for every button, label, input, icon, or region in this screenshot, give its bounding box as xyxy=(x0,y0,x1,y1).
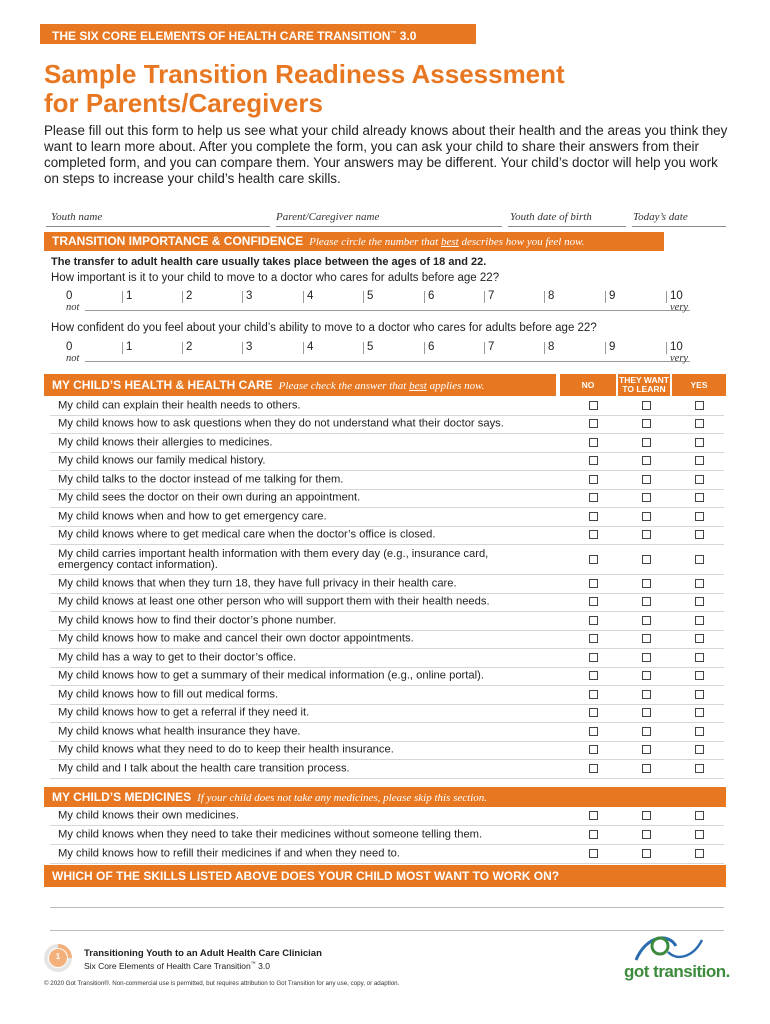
health-item-row-label: My child knows what they need to do to keep their health insurance. xyxy=(58,743,394,756)
no-checkbox[interactable] xyxy=(589,849,598,858)
yes-checkbox[interactable] xyxy=(695,708,704,717)
medicines-section-header xyxy=(44,787,726,807)
scale-8[interactable]: 8 xyxy=(548,341,555,353)
medicine-item-row-label: My child knows their own medicines. xyxy=(58,809,239,822)
want-to-learn-checkbox[interactable] xyxy=(642,597,651,606)
scale-low-label: not xyxy=(66,302,80,313)
scale-7[interactable]: 7 xyxy=(488,290,495,302)
no-checkbox[interactable] xyxy=(589,401,598,410)
want-to-learn-checkbox[interactable] xyxy=(642,530,651,539)
confidence-scale[interactable] xyxy=(60,339,724,369)
want-to-learn-checkbox[interactable] xyxy=(642,438,651,447)
health-item-row xyxy=(50,545,724,575)
scale-4[interactable]: 4 xyxy=(307,290,314,302)
health-item-row xyxy=(50,575,724,594)
health-section-header xyxy=(44,374,556,396)
parent-name-field[interactable] xyxy=(276,226,502,227)
health-item-row-label: My child knows their allergies to medicines. xyxy=(58,436,273,449)
no-checkbox[interactable] xyxy=(589,616,598,625)
yes-checkbox[interactable] xyxy=(695,438,704,447)
no-checkbox[interactable] xyxy=(589,811,598,820)
health-item-row xyxy=(50,416,724,435)
no-checkbox[interactable] xyxy=(589,530,598,539)
yes-checkbox[interactable] xyxy=(695,419,704,428)
title-line-1: Sample Transition Readiness Assessment xyxy=(44,59,565,89)
page-number: 1 xyxy=(55,952,61,961)
health-item-row-label: My child knows where to get medical care when the doctor’s office is closed. xyxy=(58,528,436,541)
want-to-learn-checkbox[interactable] xyxy=(642,849,651,858)
health-item-row xyxy=(50,612,724,631)
want-to-learn-checkbox[interactable] xyxy=(642,401,651,410)
yes-checkbox[interactable] xyxy=(695,811,704,820)
health-item-row-label: My child knows how to find their doctor’s phone number. xyxy=(58,614,337,627)
no-checkbox[interactable] xyxy=(589,690,598,699)
health-item-row-label: My child knows when and how to get emergency care. xyxy=(58,510,327,523)
col-no-header: NO xyxy=(560,374,616,396)
want-to-learn-checkbox[interactable] xyxy=(642,811,651,820)
no-checkbox[interactable] xyxy=(589,671,598,680)
page-title xyxy=(44,60,565,118)
scale-3[interactable]: 3 xyxy=(246,290,253,302)
health-item-row-label: My child knows at least one other person who will support them with their health needs. xyxy=(58,595,490,608)
health-item-row xyxy=(50,527,724,546)
yes-checkbox[interactable] xyxy=(695,671,704,680)
scale-6[interactable]: 6 xyxy=(428,341,435,353)
skills-section-header: WHICH OF THE SKILLS LISTED ABOVE DOES YOUR CHILD MOST WANT TO WORK ON? xyxy=(44,865,726,887)
health-item-row-label: My child can explain their health needs to others. xyxy=(58,399,301,412)
scale-5[interactable]: 5 xyxy=(367,290,374,302)
scale-6[interactable]: 6 xyxy=(428,290,435,302)
scale-2[interactable]: 2 xyxy=(186,341,193,353)
scale-4[interactable]: 4 xyxy=(307,341,314,353)
importance-title: TRANSITION IMPORTANCE & CONFIDENCE xyxy=(52,234,304,248)
transfer-statement: The transfer to adult health care usually takes place between the ages of 18 and 22. xyxy=(51,256,487,268)
youth-dob-label: Youth date of birth xyxy=(510,211,592,223)
scale-1[interactable]: 1 xyxy=(126,290,133,302)
want-to-learn-checkbox[interactable] xyxy=(642,493,651,502)
no-checkbox[interactable] xyxy=(589,456,598,465)
scale-0[interactable]: 0 xyxy=(66,341,73,353)
copyright-text: © 2020 Got Transition®. Non-commercial use is permitted, but requires attribution to Got Transition for any use, copy, or adaption. xyxy=(44,980,400,987)
yes-checkbox[interactable] xyxy=(695,616,704,625)
health-item-row xyxy=(50,631,724,650)
scale-3[interactable]: 3 xyxy=(246,341,253,353)
health-item-row-label: My child knows how to make and cancel their own doctor appointments. xyxy=(58,632,414,645)
want-to-learn-checkbox[interactable] xyxy=(642,830,651,839)
youth-name-field[interactable] xyxy=(46,226,270,227)
want-to-learn-checkbox[interactable] xyxy=(642,634,651,643)
scale-low-label: not xyxy=(66,353,80,364)
yes-checkbox[interactable] xyxy=(695,530,704,539)
health-item-row-label: My child knows that when they turn 18, they have full privacy in their health care. xyxy=(58,577,457,590)
no-checkbox[interactable] xyxy=(589,830,598,839)
scale-8[interactable]: 8 xyxy=(548,290,555,302)
confidence-question: How confident do you feel about your child’s ability to move to a doctor who cares for adults before age 22? xyxy=(51,322,597,334)
want-to-learn-checkbox[interactable] xyxy=(642,764,651,773)
yes-checkbox[interactable] xyxy=(695,830,704,839)
want-to-learn-checkbox[interactable] xyxy=(642,555,651,564)
banner-text: THE SIX CORE ELEMENTS OF HEALTH CARE TRANSITION xyxy=(52,29,391,43)
yes-checkbox[interactable] xyxy=(695,764,704,773)
want-to-learn-checkbox[interactable] xyxy=(642,653,651,662)
scale-2[interactable]: 2 xyxy=(186,290,193,302)
yes-checkbox[interactable] xyxy=(695,727,704,736)
yes-checkbox[interactable] xyxy=(695,745,704,754)
want-to-learn-checkbox[interactable] xyxy=(642,475,651,484)
health-item-row-label: My child knows what health insurance they have. xyxy=(58,725,301,738)
no-checkbox[interactable] xyxy=(589,475,598,484)
health-item-row xyxy=(50,760,724,779)
health-item-row xyxy=(50,723,724,742)
banner-version: 3.0 xyxy=(396,29,417,43)
no-checkbox[interactable] xyxy=(589,708,598,717)
footer-subtitle: Six Core Elements of Health Care Transition™ 3.0 xyxy=(84,961,270,971)
want-to-learn-checkbox[interactable] xyxy=(642,745,651,754)
importance-note: Please circle the number that best describes how you feel now. xyxy=(309,236,585,248)
yes-checkbox[interactable] xyxy=(695,475,704,484)
todays-date-field[interactable] xyxy=(632,226,726,227)
no-checkbox[interactable] xyxy=(589,579,598,588)
health-item-row xyxy=(50,594,724,613)
health-item-row-label: My child talks to the doctor instead of me talking for them. xyxy=(58,473,344,486)
title-line-2: for Parents/Caregivers xyxy=(44,88,323,118)
health-item-row xyxy=(50,471,724,490)
no-checkbox[interactable] xyxy=(589,764,598,773)
footer-title: Transitioning Youth to an Adult Health Care Clinician xyxy=(84,948,322,959)
medicines-title: MY CHILD’S MEDICINES xyxy=(52,790,192,804)
scale-9[interactable]: 9 xyxy=(609,290,616,302)
no-checkbox[interactable] xyxy=(589,653,598,662)
yes-checkbox[interactable] xyxy=(695,634,704,643)
scale-10[interactable]: 10 xyxy=(670,290,683,302)
yes-checkbox[interactable] xyxy=(695,653,704,662)
yes-checkbox[interactable] xyxy=(695,512,704,521)
medicines-note: If your child does not take any medicines, please skip this section. xyxy=(197,792,488,804)
scale-high-label: very xyxy=(670,302,689,313)
youth-dob-field[interactable] xyxy=(508,226,626,227)
scale-1[interactable]: 1 xyxy=(126,341,133,353)
health-item-row xyxy=(50,490,724,509)
health-item-row xyxy=(50,686,724,705)
health-item-row xyxy=(50,649,724,668)
parent-name-label: Parent/Caregiver name xyxy=(276,211,380,223)
medicine-item-row xyxy=(50,807,724,826)
scale-9[interactable]: 9 xyxy=(609,341,616,353)
no-checkbox[interactable] xyxy=(589,634,598,643)
todays-date-label: Today’s date xyxy=(633,211,688,223)
yes-checkbox[interactable] xyxy=(695,456,704,465)
want-to-learn-checkbox[interactable] xyxy=(642,690,651,699)
yes-checkbox[interactable] xyxy=(695,401,704,410)
want-to-learn-checkbox[interactable] xyxy=(642,727,651,736)
health-item-row xyxy=(50,742,724,761)
col-yes-header: YES xyxy=(672,374,726,396)
yes-checkbox[interactable] xyxy=(695,579,704,588)
header-banner xyxy=(40,24,476,44)
no-checkbox[interactable] xyxy=(589,419,598,428)
health-item-row-label: My child knows how to get a summary of their medical information (e.g., online portal). xyxy=(58,669,484,682)
want-to-learn-checkbox[interactable] xyxy=(642,512,651,521)
health-item-row xyxy=(50,705,724,724)
youth-name-label: Youth name xyxy=(51,211,103,223)
yes-checkbox[interactable] xyxy=(695,555,704,564)
health-item-row-label: My child knows how to fill out medical forms. xyxy=(58,688,279,701)
want-to-learn-checkbox[interactable] xyxy=(642,579,651,588)
health-item-row xyxy=(50,453,724,472)
health-item-row-label: My child knows our family medical history. xyxy=(58,454,266,467)
want-to-learn-checkbox[interactable] xyxy=(642,671,651,680)
scale-high-label: very xyxy=(670,353,689,364)
scale-5[interactable]: 5 xyxy=(367,341,374,353)
want-to-learn-checkbox[interactable] xyxy=(642,456,651,465)
health-item-row-label: My child and I talk about the health care transition process. xyxy=(58,762,350,775)
importance-question: How important is it to your child to move to a doctor who cares for adults before age 22? xyxy=(51,272,500,284)
health-note: Please check the answer that best applies now. xyxy=(278,380,485,392)
importance-section-header xyxy=(44,232,664,251)
importance-scale[interactable] xyxy=(60,288,724,318)
medicine-item-row-label: My child knows how to refill their medicines if and when they need to. xyxy=(58,847,401,860)
medicine-item-row xyxy=(50,826,724,845)
yes-checkbox[interactable] xyxy=(695,597,704,606)
health-item-row-label: My child carries important health information with them every day (e.g., insurance card, emergency contact information). xyxy=(58,547,489,571)
health-item-row xyxy=(50,668,724,687)
col-want-header: THEY WANT TO LEARN xyxy=(619,375,669,394)
skills-answer-line-1[interactable] xyxy=(50,907,724,908)
want-to-learn-checkbox[interactable] xyxy=(642,616,651,625)
intro-paragraph: Please fill out this form to help us see what your child already knows about their health and the areas you think they want to learn more about. After you complete the form, you can ask your child to share their answers from their completed form, and you can compare them. Your answers may be different. Your child’s doctor will help you work on steps to increase your child’s health care skills. xyxy=(44,123,728,186)
health-item-row xyxy=(50,508,724,527)
banner-tm: ™ xyxy=(390,31,397,37)
health-item-row-label: My child knows how to ask questions when they do not understand what their doctor says. xyxy=(58,417,504,430)
no-checkbox[interactable] xyxy=(589,727,598,736)
health-item-row-label: My child knows how to get a referral if they need it. xyxy=(58,706,310,719)
want-to-learn-checkbox[interactable] xyxy=(642,708,651,717)
health-item-row-label: My child sees the doctor on their own during an appointment. xyxy=(58,491,361,504)
got-transition-logo xyxy=(616,932,730,992)
medicine-item-row-label: My child knows when they need to take their medicines without someone telling them. xyxy=(58,828,483,841)
scale-7[interactable]: 7 xyxy=(488,341,495,353)
health-item-row-label: My child has a way to get to their doctor’s office. xyxy=(58,651,297,664)
no-checkbox[interactable] xyxy=(589,512,598,521)
scale-10[interactable]: 10 xyxy=(670,341,683,353)
logo-wordmark: got transition. xyxy=(624,962,730,981)
health-title: MY CHILD’S HEALTH & HEALTH CARE xyxy=(52,378,273,392)
no-checkbox[interactable] xyxy=(589,597,598,606)
want-to-learn-checkbox[interactable] xyxy=(642,419,651,428)
scale-0[interactable]: 0 xyxy=(66,290,73,302)
page-number-badge xyxy=(44,944,72,972)
no-checkbox[interactable] xyxy=(589,745,598,754)
no-checkbox[interactable] xyxy=(589,493,598,502)
yes-checkbox[interactable] xyxy=(695,849,704,858)
yes-checkbox[interactable] xyxy=(695,690,704,699)
health-item-row xyxy=(50,397,724,416)
health-item-row xyxy=(50,434,724,453)
no-checkbox[interactable] xyxy=(589,438,598,447)
no-checkbox[interactable] xyxy=(589,555,598,564)
medicine-item-row xyxy=(50,845,724,864)
yes-checkbox[interactable] xyxy=(695,493,704,502)
skills-answer-line-2[interactable] xyxy=(50,930,724,931)
